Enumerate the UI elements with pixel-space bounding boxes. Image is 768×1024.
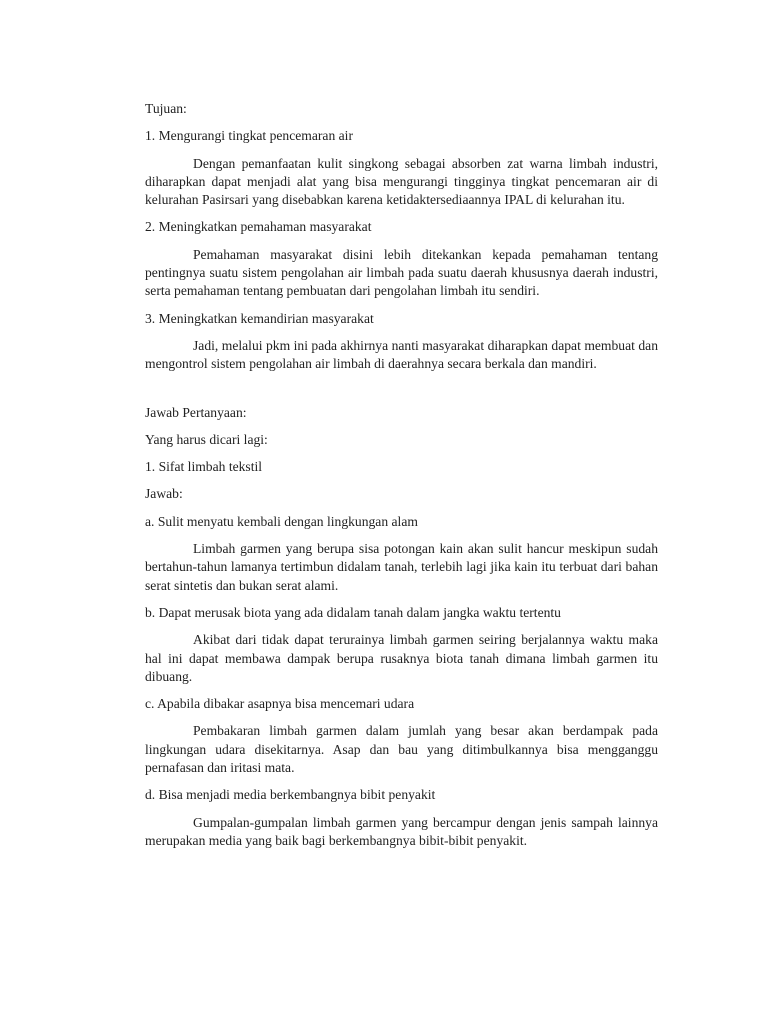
tujuan-item-1-title: 1. Mengurangi tingkat pencemaran air <box>145 128 353 144</box>
tujuan-item-1-body: Dengan pemanfaatan kulit singkong sebagai absorben zat warna limbah industri, diharapkan dapat menjadi alat yang bisa mengurangi tingginya tingkat pencemaran air di kelurahan Pasirsari yang disebabkan karena ketidaktersediaannya IPAL di kelurahan itu. <box>145 155 658 208</box>
tujuan-item-2-body: Pemahaman masyarakat disini lebih ditekankan kepada pemahaman tentang pentingnya suatu sistem pengolahan air limbah pada suatu daerah khususnya daerah industri, serta pemahaman tentang pembuatan dari pengolahan limbah itu sendiri. <box>145 246 658 299</box>
jawab-item-d-title: d. Bisa menjadi media berkembangnya bibit penyakit <box>145 787 436 803</box>
jawab-item-b-title: b. Dapat merusak biota yang ada didalam tanah dalam jangka waktu tertentu <box>145 604 561 620</box>
jawab-question: 1. Sifat limbah tekstil <box>145 459 263 475</box>
jawab-answer-label: Jawab: <box>145 486 183 502</box>
jawab-subheading: Yang harus dicari lagi: <box>145 431 268 447</box>
jawab-item-b-body: Akibat dari tidak dapat terurainya limbah garmen seiring berjalannya waktu maka hal ini dapat membawa dampak berupa rusaknya biota tanah dimana limbah garmen itu dibuang. <box>145 632 658 684</box>
tujuan-item-3-body: Jadi, melalui pkm ini pada akhirnya nanti masyarakat diharapkan dapat membuat dan mengontrol sistem pengolahan air limbah di daerahnya secara berkala dan mandiri. <box>145 337 658 372</box>
jawab-item-a-body: Limbah garmen yang berupa sisa potongan kain akan sulit hancur meskipun sudah bertahun-tahun lamanya tertimbun didalam tanah, terlebih lagi jika kain itu terbuat dari bahan serat sintetis dan bukan serat alami. <box>145 541 658 593</box>
document-page <box>145 100 658 859</box>
jawab-item-a-title: a. Sulit menyatu kembali dengan lingkungan alam <box>145 513 418 529</box>
jawab-item-c-title: c. Apabila dibakar asapnya bisa mencemari udara <box>145 696 415 712</box>
jawab-item-c-body: Pembakaran limbah garmen dalam jumlah yang besar akan berdampak pada lingkungan udara disekitarnya. Asap dan bau yang ditimbulkannya bisa mengganggu pernafasan dan iritasi mata. <box>145 723 658 776</box>
tujuan-heading: Tujuan: <box>145 101 187 116</box>
tujuan-item-2-title: 2. Meningkatkan pemahaman masyarakat <box>145 219 372 235</box>
jawab-heading: Jawab Pertanyaan: <box>145 404 247 420</box>
tujuan-item-3-title: 3. Meningkatkan kemandirian masyarakat <box>145 310 374 326</box>
section-spacer <box>145 383 658 404</box>
jawab-item-d-body: Gumpalan-gumpalan limbah garmen yang bercampur dengan jenis sampah lainnya merupakan media yang baik bagi berkembangnya bibit-bibit penyakit. <box>145 814 658 848</box>
